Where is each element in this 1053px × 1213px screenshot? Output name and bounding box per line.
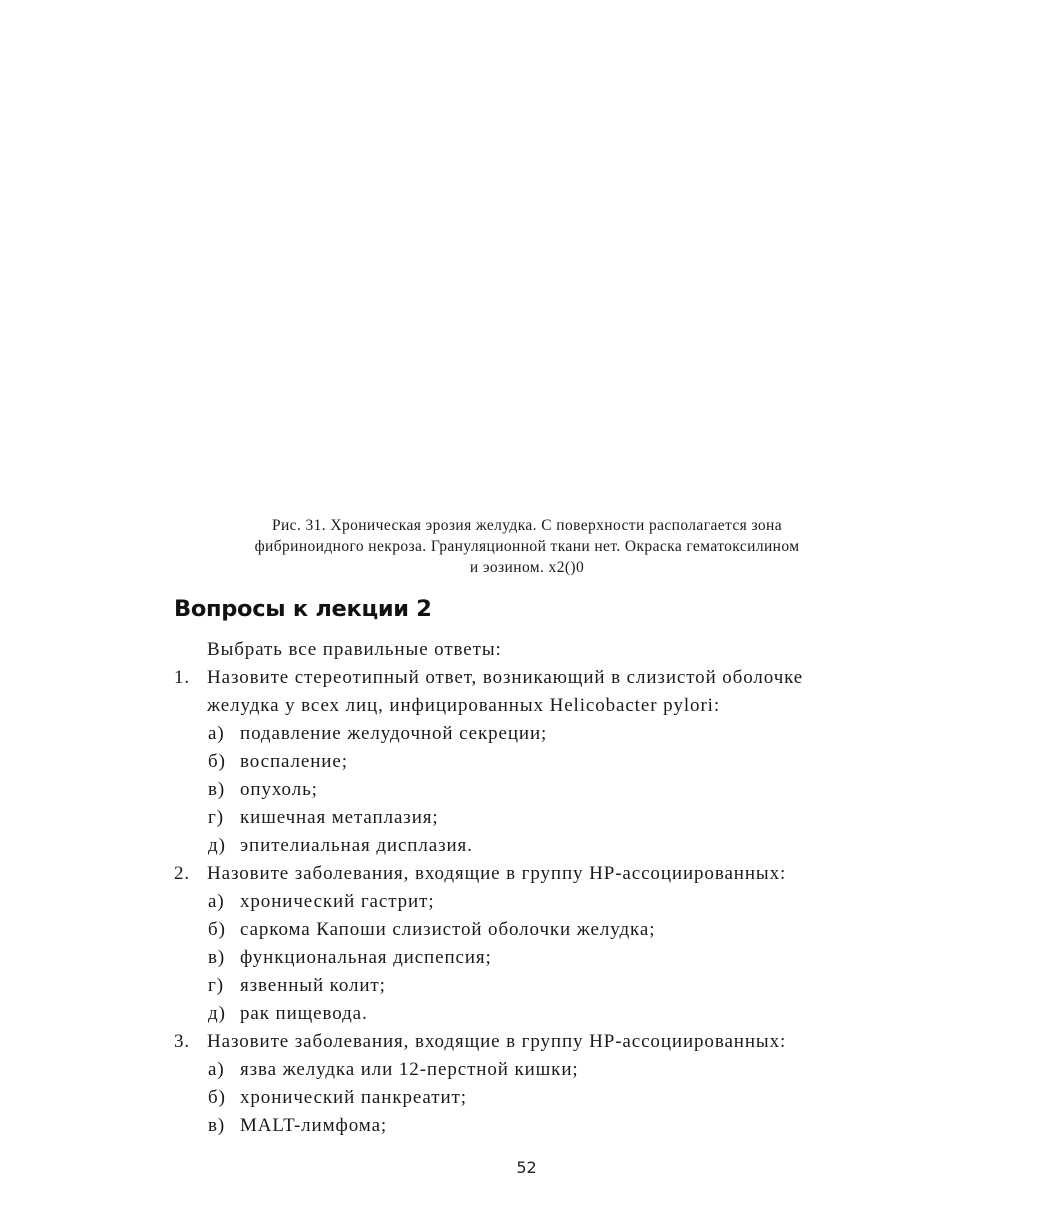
option-letter: а) bbox=[208, 723, 225, 744]
option-letter: в) bbox=[208, 947, 226, 968]
option-letter: д) bbox=[208, 835, 226, 856]
caption-line: Рис. 31. Хроническая эрозия желудка. С поверхности располагается зона bbox=[271, 517, 783, 534]
option-text: подавление желудочной секреции; bbox=[240, 723, 548, 744]
caption-line: фибриноидного некроза. Грануляционной ткани нет. Окраска гематоксилином bbox=[254, 538, 800, 555]
option-text: воспаление; bbox=[240, 751, 348, 772]
option-letter: б) bbox=[208, 751, 226, 772]
answer-option bbox=[174, 972, 894, 1000]
option-text: функциональная диспепсия; bbox=[240, 947, 492, 968]
answer-option bbox=[174, 944, 894, 972]
section-title: Вопросы к лекции 2 bbox=[174, 596, 432, 622]
answer-option bbox=[174, 1056, 894, 1084]
questions-list bbox=[174, 636, 894, 1140]
question-number: 2. bbox=[174, 863, 191, 884]
answer-option bbox=[174, 916, 894, 944]
question-text: Назовите стереотипный ответ, возникающий в слизистой оболочке bbox=[207, 667, 804, 688]
option-letter: в) bbox=[208, 1115, 226, 1136]
answer-option bbox=[174, 720, 894, 748]
option-letter: г) bbox=[208, 975, 224, 996]
answer-option bbox=[174, 776, 894, 804]
option-text: язвенный колит; bbox=[240, 975, 386, 996]
answer-option bbox=[174, 888, 894, 916]
answer-option bbox=[174, 804, 894, 832]
option-text: эпителиальная дисплазия. bbox=[240, 835, 473, 856]
answer-option bbox=[174, 1000, 894, 1028]
option-letter: б) bbox=[208, 919, 226, 940]
option-letter: а) bbox=[208, 891, 225, 912]
figure-caption bbox=[160, 515, 894, 578]
question-number: 1. bbox=[174, 667, 191, 688]
answer-option bbox=[174, 1084, 894, 1112]
option-text: MALT-лимфома; bbox=[240, 1115, 388, 1136]
question-3 bbox=[174, 1028, 894, 1056]
option-text: язва желудка или 12-перстной кишки; bbox=[240, 1059, 579, 1080]
page-number: 52 bbox=[516, 1158, 537, 1177]
answer-option bbox=[174, 832, 894, 860]
answer-option bbox=[174, 748, 894, 776]
option-text: хронический панкреатит; bbox=[240, 1087, 467, 1108]
question-2 bbox=[174, 860, 894, 888]
question-number: 3. bbox=[174, 1031, 191, 1052]
question-text: Назовите заболевания, входящие в группу НР-ассоциированных: bbox=[207, 1031, 787, 1052]
option-text: рак пищевода. bbox=[240, 1003, 368, 1024]
option-letter: в) bbox=[208, 779, 226, 800]
answer-option bbox=[174, 1112, 894, 1140]
question-text: Назовите заболевания, входящие в группу НР-ассоциированных: bbox=[207, 863, 787, 884]
instruction: Выбрать все правильные ответы: bbox=[207, 639, 502, 660]
option-text: опухоль; bbox=[240, 779, 318, 800]
figure-area bbox=[174, 20, 880, 500]
caption-line: и эозином. х2()0 bbox=[469, 559, 585, 576]
option-letter: г) bbox=[208, 807, 224, 828]
question-text-continued: желудка у всех лиц, инфицированных Helicobacter pylori: bbox=[207, 695, 721, 716]
option-letter: б) bbox=[208, 1087, 226, 1108]
option-text: саркома Капоши слизистой оболочки желудка; bbox=[240, 919, 656, 940]
option-letter: д) bbox=[208, 1003, 226, 1024]
option-letter: а) bbox=[208, 1059, 225, 1080]
option-text: кишечная метаплазия; bbox=[240, 807, 439, 828]
option-text: хронический гастрит; bbox=[240, 891, 435, 912]
question-1 bbox=[174, 664, 894, 692]
